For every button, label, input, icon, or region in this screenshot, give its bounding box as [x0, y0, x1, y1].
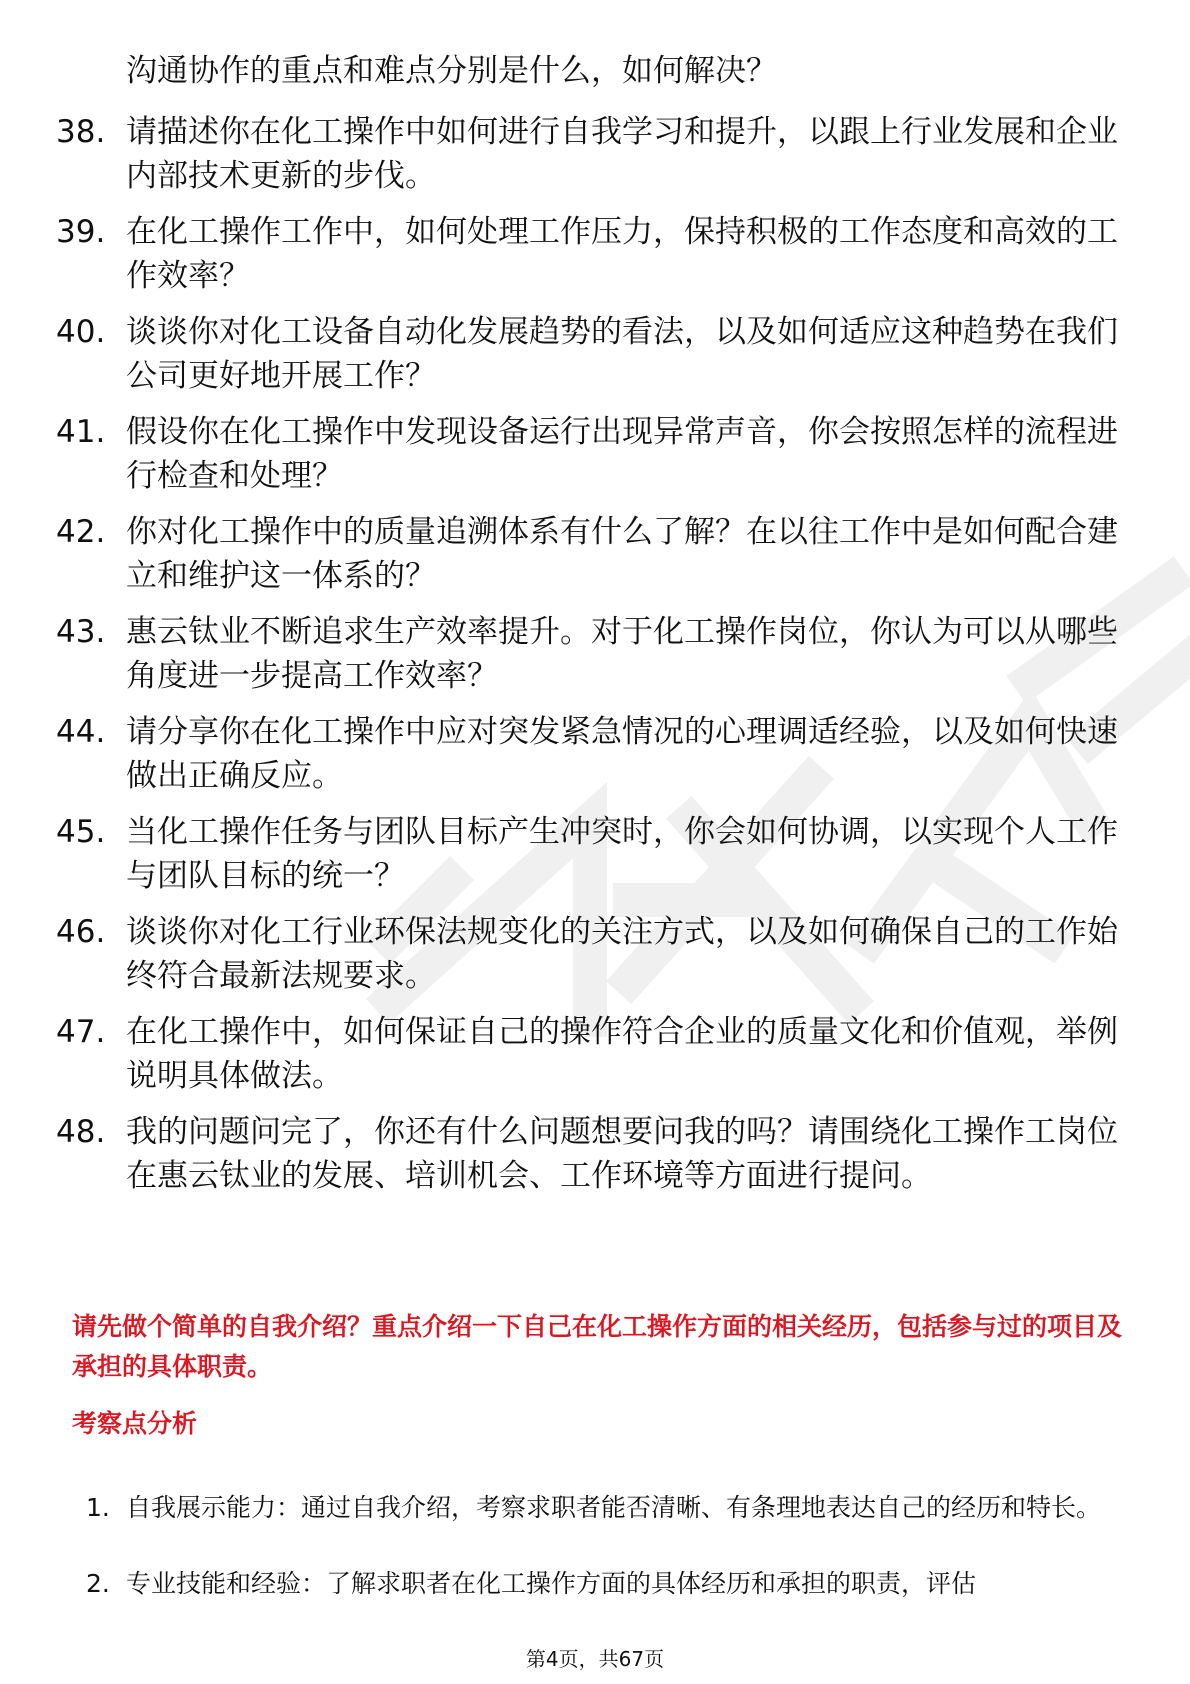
question-item [0, 910, 1190, 998]
question-number: 42. [56, 514, 106, 550]
question-number: 44. [56, 714, 106, 750]
analysis-text: 专业技能和经验：了解求职者在化工操作方面的具体经历和承担的职责，评估 [126, 1569, 977, 1598]
question-item [0, 710, 1190, 798]
question-item [0, 210, 1190, 298]
question-number: 46. [56, 914, 106, 950]
analysis-item [0, 1556, 1190, 1612]
analysis-list [0, 1480, 1190, 1632]
question-item [0, 510, 1190, 598]
question-text: 当化工操作任务与团队目标产生冲突时，你会如何协调，以实现个人工作与团队目标的统一？ [126, 814, 1118, 894]
question-text: 我的问题问完了，你还有什么问题想要问我的吗？请围绕化工操作工岗位在惠云钛业的发展、培训机会、工作环境等方面进行提问。 [126, 1114, 1118, 1194]
question-text: 在化工操作中，如何保证自己的操作符合企业的质量文化和价值观，举例说明具体做法。 [126, 1014, 1118, 1094]
highlight-question: 请先做个简单的自我介绍？重点介绍一下自己在化工操作方面的相关经历，包括参与过的项目及承担的具体职责。 [72, 1312, 1123, 1381]
question-number: 41. [56, 414, 106, 450]
analysis-text: 自我展示能力：通过自我介绍，考察求职者能否清晰、有条理地表达自己的经历和特长。 [126, 1493, 1102, 1522]
analysis-title: 考察点分析 [72, 1409, 198, 1438]
question-item [0, 110, 1190, 198]
question-text: 谈谈你对化工行业环保法规变化的关注方式，以及如何确保自己的工作始终符合最新法规要求。 [126, 914, 1118, 994]
question-number: 45. [56, 814, 106, 850]
question-continuation: 沟通协作的重点和难点分别是什么，如何解决？ [126, 53, 777, 89]
question-item [0, 410, 1190, 498]
question-number: 48. [56, 1114, 106, 1150]
analysis-number: 1. [86, 1493, 110, 1522]
question-text: 请分享你在化工操作中应对突发紧急情况的心理调适经验，以及如何快速做出正确反应。 [126, 714, 1118, 794]
question-item [0, 610, 1190, 698]
question-text: 假设你在化工操作中发现设备运行出现异常声音，你会按照怎样的流程进行检查和处理？ [126, 414, 1118, 494]
question-text: 谈谈你对化工设备自动化发展趋势的看法，以及如何适应这种趋势在我们公司更好地开展工作？ [126, 314, 1118, 394]
question-text: 你对化工操作中的质量追溯体系有什么了解？在以往工作中是如何配合建立和维护这一体系的？ [126, 514, 1118, 594]
question-text: 惠云钛业不断追求生产效率提升。对于化工操作岗位，你认为可以从哪些角度进一步提高工作效率？ [126, 614, 1118, 694]
question-list [0, 110, 1190, 1210]
question-number: 39. [56, 214, 106, 250]
question-number: 47. [56, 1014, 106, 1050]
analysis-number: 2. [86, 1569, 110, 1598]
question-text: 请描述你在化工操作中如何进行自我学习和提升，以跟上行业发展和企业内部技术更新的步伐。 [126, 114, 1118, 194]
question-number: 40. [56, 314, 106, 350]
question-item [0, 810, 1190, 898]
question-item [0, 1110, 1190, 1198]
question-number: 38. [56, 114, 106, 150]
question-number: 43. [56, 614, 106, 650]
page-footer: 第4页，共67页 [525, 1647, 665, 1671]
question-item [0, 310, 1190, 398]
question-item [0, 1010, 1190, 1098]
question-text: 在化工操作工作中，如何处理工作压力，保持积极的工作态度和高效的工作效率？ [126, 214, 1118, 294]
analysis-item [0, 1480, 1190, 1536]
